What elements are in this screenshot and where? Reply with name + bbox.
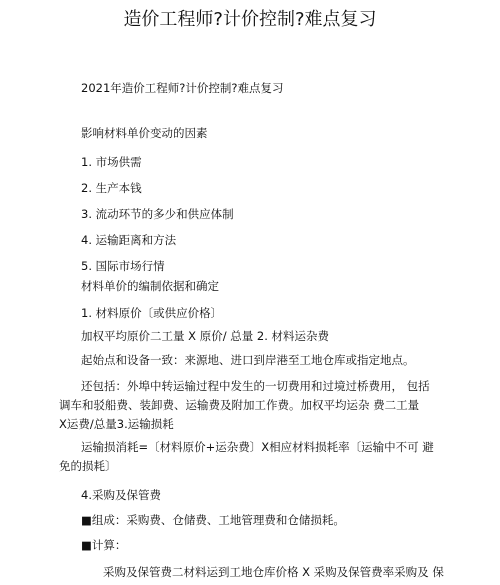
paragraph-procurement-composition: ■组成：采购费、仓储费、工地管理费和仓储损耗。: [81, 513, 345, 527]
list-item: 1. 市场供需: [81, 155, 142, 169]
page-title: 造价工程师?计价控制?难点复习: [123, 9, 377, 30]
list-item: 4. 运输距离和方法: [81, 233, 177, 247]
paragraph-original-price-formula: 加权平均原价二工量 X 原价/ 总量 2. 材料运杂费: [81, 329, 330, 343]
paragraph-procurement-formula: 采购及保管费二材料运到工地仓库价格 X 采购及保管费率采购及 保: [103, 565, 444, 579]
paragraph-loss-line: 免的损耗〕: [59, 459, 117, 473]
paragraph-freight-line: X运费/总量3.运输损耗: [59, 417, 174, 431]
paragraph-procurement-heading: 4.采购及保管费: [81, 488, 161, 502]
paragraph-freight-line: 还包括：外埠中转运输过程中发生的一切费用和过境过桥费用， 包括: [81, 379, 430, 393]
section-heading-price-basis: 材料单价的编制依据和确定: [81, 279, 219, 293]
paragraph-origin-point: 起始点和设备一致：来源地、进口到岸港至工地仓库或指定地点。: [81, 353, 415, 367]
document-subtitle: 2021年造价工程师?计价控制?难点复习: [81, 81, 284, 95]
paragraph-original-price-heading: 1. 材料原价〔或供应价格〕: [81, 306, 223, 320]
paragraph-procurement-calc-label: ■计算：: [81, 538, 127, 552]
paragraph-loss-line: 运输损消耗=〔材料原价+运杂费〕X相应材料损耗率〔运输中不可 避: [81, 440, 434, 454]
list-item: 5. 国际市场行情: [81, 259, 165, 273]
list-item: 2. 生产本钱: [81, 181, 142, 195]
list-item: 3. 流动环节的多少和供应体制: [81, 207, 234, 221]
section-heading-price-factors: 影响材料单价变动的因素: [81, 126, 208, 140]
paragraph-freight-line: 调车和驳船费、装卸费、运输费及附加工作费。加权平均运杂 费二工量: [59, 398, 420, 412]
